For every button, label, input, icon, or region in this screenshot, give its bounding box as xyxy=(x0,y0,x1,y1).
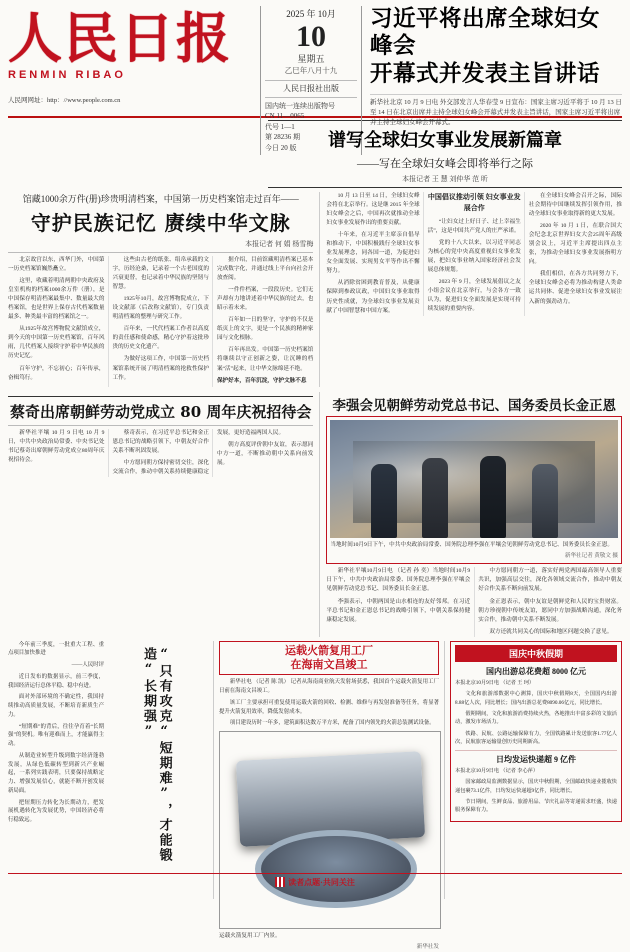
paragraph: 蔡奇表示，在习近平总书记和金正恩总书记的战略引领下，中朝友好合作关系不断巩固发展。 xyxy=(112,429,209,454)
publisher-line: 人民日报社出版 xyxy=(265,80,357,98)
rocket-body xyxy=(219,678,439,728)
commentary-body xyxy=(8,641,104,825)
left-article-body xyxy=(8,256,313,387)
divider xyxy=(8,425,313,426)
left-column xyxy=(8,192,320,387)
lead-headline-line1: 习近平将出席全球妇女峰会 xyxy=(370,6,601,60)
lead-headline-block xyxy=(362,6,622,128)
paragraph: 节日期间，生鲜食品、旅游用品、节庆礼品等寄递需求旺盛，快递服务保障有力。 xyxy=(455,798,617,814)
paragraph: 新华社平壤 10 月 9 日电 10 月 9 日，中共中央政治局常委、中央书记处书记蔡奇出席朝鲜劳动党成立80周年庆祝招待会。 xyxy=(8,429,105,463)
paragraph-highlight: 保护好本，百年沉淀，守护文脉不息 xyxy=(216,377,307,384)
holiday-item1-title: 国内出游总花费超 8000 亿元 xyxy=(486,666,586,676)
paragraph: 铁路、民航、公路运输保障有力，全国铁路累计发送旅客1.77亿人次，民航旅客运输量创历史同期新高。 xyxy=(455,730,617,746)
commentary-body-col xyxy=(8,641,104,899)
paragraph: 10 月 13 日至 14 日，全球妇女峰会将在北京举行。这是继 2015 年全球妇女峰会之后，中国再次就推动全球妇女事业发展作出的重要贡献。 xyxy=(326,193,420,227)
main-columns xyxy=(8,192,622,387)
paragraph: 党的十八大以来，以习近平同志为核心的党中央高度重视妇女事业发展，把妇女事业纳入国家经济社会发展总体规划。 xyxy=(427,239,521,273)
commentary-title-col xyxy=(104,641,208,899)
kim-section xyxy=(8,392,622,637)
second-headline: 谱写全球妇女事业发展新篇章 xyxy=(328,130,562,151)
paragraph: 假期期间，文化和旅游消费持续火热，各地推出丰富多彩的文旅活动，激发市场活力。 xyxy=(455,710,617,726)
rocket-block xyxy=(214,641,445,951)
photo-figure xyxy=(371,464,397,538)
rocket-title-box xyxy=(219,641,439,676)
photo-figure xyxy=(532,464,558,538)
bottom-row xyxy=(8,641,622,951)
holiday-item1-meta: 本报北京10月9日电 （记者 王 珂） xyxy=(455,679,535,686)
paragraph: 项目建设历时一年多，建筑面积达数万平方米，配备了国内领先的火箭总装测试设备。 xyxy=(229,720,435,727)
paragraph: 为做好这项工作，中国第一历史档案馆系统开展了明清档案的抢救性保护工作。 xyxy=(112,356,209,381)
commentary-vertical-title: “只有攻克“短期难”，才能锻造“长期强” xyxy=(141,646,172,863)
kim-headline: 李强会见朝鲜劳动党总书记、国务委员长金正恩 xyxy=(332,397,616,414)
kim-block xyxy=(319,392,622,637)
issue-info-line: CN 11—0065 xyxy=(265,112,305,121)
kim-photo-credit: 新华社记者 黄敬文 摄 xyxy=(564,553,618,559)
masthead-logo-block xyxy=(8,6,260,104)
second-headline-byline: 本报记者 王 慧 刘仲华 范 昕 xyxy=(402,175,488,183)
left-article-title: 守护民族记忆 赓续中华文脉 xyxy=(30,211,291,235)
holiday-block xyxy=(445,641,622,899)
photo-figure xyxy=(422,458,448,538)
holiday-box-title: 国庆中秋假期 xyxy=(455,645,617,662)
kim-photo-caption: 当地时间10月9日下午，中共中央政治局常委、国务院总理李强在平壤会见朝鲜劳动党总书记、国务委员长金正恩。 xyxy=(330,541,613,548)
paragraph: 我们相信，在各方共同努力下，全球妇女峰会必将为推动构建人类命运共同体、促进全球妇女事业发展注入新的强劲动力。 xyxy=(528,271,622,305)
paragraph: 这里，收藏着明清两朝中央政府及皇室机构的档案1000余万件（册），是中国保存明清档案最集中、数量最大的档案馆，也是世界上保存古代档案数量最多、种类最丰富的档案馆之一。 xyxy=(8,278,105,321)
rocket-photo xyxy=(219,731,441,929)
right-column xyxy=(320,192,622,387)
paragraph: 从1925年故宫博物院文献馆成立，到今天的中国第一历史档案馆，百年风雨，几代档案人接续守护着中华民族的历史记忆。 xyxy=(8,326,105,360)
commentary-signature: ——人民时评 xyxy=(71,662,104,669)
paragraph: 面对外部环境的不确定性，我国持续推动高质量发展，不断培育新质生产力。 xyxy=(8,694,104,718)
paragraph: 中方愿同朝方保持密切交往，深化交流合作，推动中朝关系持续健康稳定发展，更好造福两国人民。 xyxy=(112,429,285,475)
paragraph: 国家邮政局监测数据显示，国庆中秋假期，全国邮政快递业揽收快递包裹73.1亿件，日均发运快递超9亿件，同比增长。 xyxy=(455,779,617,794)
paragraph: 百年如一日的坚守，守护的不仅是纸页上的文字，更是一个民族的精神家园与文化根脉。 xyxy=(216,317,314,342)
kim-photo-box xyxy=(326,416,622,565)
rocket-byline: 新华社电 （记者 陈 凯） 记者从海南商业航天发射场获悉，我国首个运载火箭复用工厂日前在海南文昌竣工。 xyxy=(219,679,439,695)
paragraph: “让妇女过上好日子、过上幸福生活”，这是中国共产党人的庄严承诺。 xyxy=(427,218,521,234)
issue-info-line: 今日 20 版 xyxy=(265,143,297,152)
photo-figure xyxy=(480,456,506,538)
holiday-item2-body xyxy=(455,767,617,815)
rocket-title-line2: 在海南文昌竣工 xyxy=(290,659,368,672)
qr-icon xyxy=(275,877,285,887)
lead-summary: 新华社北京 10 月 9 日电 外交部发言人华春莹 9 日宣布：国家主席习近平将于 10 月 13 日至 14 日在北京出席并主持全球妇女峰会开幕式并发表主旨讲话，国家主席习近平将出席并主持全球妇女峰会开幕式。 xyxy=(370,94,622,127)
date-lunar: 乙巳年八月十九 xyxy=(284,66,338,76)
rocket-photo-credit: 新华社发 xyxy=(416,944,439,951)
commentary-note-title: 今年前三季度，一批重大工程、重点项目加快推进 xyxy=(8,641,104,657)
paragraph: 十年来，在习近平主席亲自倡导和推动下，中国积极践行全球妇女事业发展理念，同各国一道，为促进妇女全面发展、实现男女平等作出不懈努力。 xyxy=(326,232,420,275)
paragraph: 2020 年 10 月 1 日，在联合国大会纪念北京世界妇女大会25周年高级别会议上，习近平主席提出四点主张，为推动全球妇女事业发展指明方向。 xyxy=(528,223,622,266)
footer-text: 读者点题·共同关注 xyxy=(288,878,355,887)
left-kicker: 馆藏1000余万件(册)珍贵明清档案，中国第一历史档案馆走过百年—— xyxy=(22,194,299,204)
caiqi-headline: 蔡奇出席朝鲜劳动党成立 80 周年庆祝招待会 xyxy=(10,402,312,421)
holiday-item2-meta: 本报北京10月9日电 （记者 李心萍） xyxy=(455,767,539,774)
newspaper-logo: 人民日报 xyxy=(8,6,232,70)
paragraph: 近日发布的数据显示，前三季度，我国经济运行总体平稳、稳中有进。 xyxy=(8,673,104,689)
paragraph: 据介绍，目前馆藏明清档案已基本完成数字化，并通过线上平台向社会开放查阅。 xyxy=(216,257,314,282)
paragraph: 2023 年 9 月，全球发展倡议之友小组会议在北京举行，与会各方一致认为，促进妇女全面发展是实现可持续发展的重要内容。 xyxy=(427,278,521,313)
lead-headline-line2: 开幕式并发表主旨讲话 xyxy=(370,60,601,87)
rocket-title-line1: 运载火箭复用工厂 xyxy=(285,644,373,657)
paragraph: “短期难”的背后，往往孕育着“长期强”的契机。唯有迎难而上，才能赢得主动。 xyxy=(8,723,104,748)
paragraph: 在全球妇女峰会召开之际，国际社会期待中国继续发挥引领作用，推动全球妇女事业取得新的更大发展。 xyxy=(528,193,622,218)
paragraph: 百年来，一代代档案工作者以高度的责任感和使命感，精心守护着这批珍贵的历史文化遗产。 xyxy=(112,326,209,351)
divider xyxy=(455,750,617,751)
right-article-body xyxy=(326,192,622,316)
paragraph: 新华社平壤10月9日电 （记者 孙 奕）当地时间10月9日下午，中共中央政治局常委、国务院总理李强在平壤会见朝鲜劳动党总书记、国务委员长金正恩。 xyxy=(326,568,471,593)
date-weekday: 星期五 xyxy=(297,54,325,65)
caiqi-section xyxy=(8,392,319,637)
second-headline-sub: ——写在全球妇女峰会即将举行之际 xyxy=(357,158,533,170)
paragraph: 该工厂主要承担可重复使用运载火箭的回收、检测、维修与再发射准备等任务，将显著提升火箭复用效率，降低发射成本。 xyxy=(219,699,439,715)
paragraph: 金正恩表示，朝中友谊是朝鲜党和人民的宝贵财富。朝方珍视朝中传统友谊，愿同中方加强战略沟通，深化务实合作，推动朝中关系不断发展。 xyxy=(478,598,622,623)
paragraph: 百年再出发。中国第一历史档案馆将继续以守正创新之姿，让沉睡的档案“活”起来，让中华文脉绵延不绝。 xyxy=(216,347,314,372)
paragraph: 中方愿同朝方一道，落实好两党两国最高领导人重要共识，加强高层交往，深化各领域交流合作，推动中朝友好合作关系不断向前发展。 xyxy=(478,568,622,593)
holiday-box xyxy=(450,641,622,822)
kim-photo xyxy=(330,420,618,538)
paragraph: 北京故宫以东，西华门外，中国第一历史档案馆巍然矗立。 xyxy=(8,257,105,273)
issue-info-line: 国内统一连续出版物号 xyxy=(265,101,335,110)
caiqi-body xyxy=(8,429,313,477)
paragraph: 这些由古老的纸张、绢帛承载的文字，历经沧桑，记录着一个古老国度的兴衰更替，也记录着中华民族的坚韧与智慧。 xyxy=(112,257,209,291)
newspaper-logo-pinyin: RENMIN RIBAO xyxy=(8,68,126,81)
paragraph: 朝方高度评价朝中友谊，表示愿同中方一道，不断推动朝中关系向前发展。 xyxy=(216,441,314,466)
website-line: 人民网网址：http：//www.people.com.cn xyxy=(8,96,121,104)
commentary-block xyxy=(8,641,214,899)
rocket-photo-caption: 运载火箭复用工厂内景。 xyxy=(219,933,281,940)
date-year-month: 2025 年 10月 xyxy=(286,9,336,19)
caiqi-band xyxy=(8,396,313,422)
left-article-signature: 本报记者 何 娟 杨雪梅 xyxy=(245,240,314,248)
divider xyxy=(8,252,313,253)
rocket-ring-shape xyxy=(255,830,417,909)
paragraph: 文化和旅游部数据中心测算，国庆中秋假期8天，全国国内出游8.88亿人次，同比增长；国内出游总花费8090.06亿元，同比增长。 xyxy=(455,691,617,706)
paragraph: 从制造业转型升级到数字经济蓬勃发展，从绿色低碳转型到新兴产业崛起，一系列实践表明，只要保持战略定力、增强发展信心，就能不断开创发展新局面。 xyxy=(8,752,104,794)
paragraph: 李强表示，中朝两国是山水相连的友好邻邦。在习近平总书记和金正恩总书记的战略引领下，中朝关系保持健康稳定发展。 xyxy=(326,598,471,623)
right-subheading: 中国倡议推动引领 妇女事业发展合作 xyxy=(427,193,521,213)
holiday-item2-title: 日均发运快递超 9 亿件 xyxy=(496,754,576,764)
paragraph: 百年守护，不忘初心；百年传承，奋楫笃行。 xyxy=(8,365,105,381)
holiday-item1-body xyxy=(455,679,617,747)
paragraph: 一件件档案，一段段历史。它们无声却有力地讲述着中华民族的过去，也昭示着未来。 xyxy=(216,287,314,312)
issue-info-line: 代号 1—1 xyxy=(265,122,295,131)
paragraph: 双方还就共同关心的国际和地区问题交换了意见。 xyxy=(489,628,613,635)
paragraph: 从消除贫困到教育普及，从健康保障到参政议政，中国妇女事业取得历史性成就，为全球妇女事业发展贡献了中国智慧和中国方案。 xyxy=(326,280,420,314)
paragraph: 1925年10月，故宫博物院成立，下设文献部（后改称文献馆），专门负责明清档案的整理与研究工作。 xyxy=(112,296,209,321)
issue-info-line: 第 28236 期 xyxy=(265,133,300,142)
paragraph: 把短期压力转化为长期动力，把发展机遇转化为发展优势，中国经济必将行稳致远。 xyxy=(8,799,104,824)
date-day: 10 xyxy=(296,20,326,54)
footer-banner xyxy=(8,873,622,888)
kim-body xyxy=(326,567,622,636)
